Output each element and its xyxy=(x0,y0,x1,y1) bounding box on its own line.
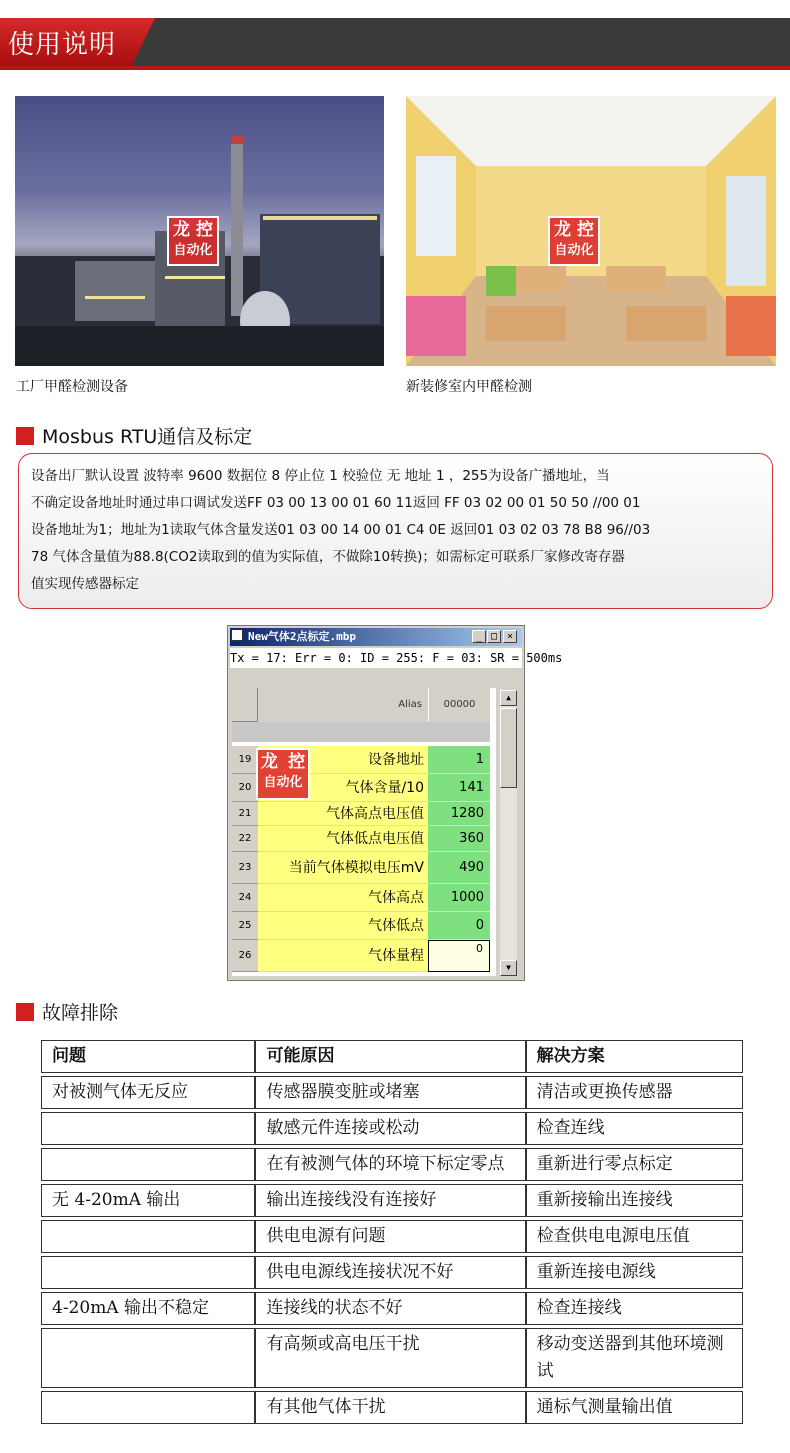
solution-cell: 清洁或更换传感器 xyxy=(526,1076,743,1109)
register-alias[interactable]: 气体高点电压值 xyxy=(258,802,428,826)
watermark-logo: 龙 控 自动化 xyxy=(167,216,219,266)
cause-cell: 连接线的状态不好 xyxy=(255,1292,525,1325)
cause-cell: 敏感元件连接或松动 xyxy=(255,1112,525,1145)
comm-line: 78 气体含量值为88.8(CO2读取到的值为实际值，不做除10转换)；如需标定可联系厂家修改寄存器 xyxy=(31,549,625,565)
register-alias[interactable]: 当前气体模拟电压mV xyxy=(258,852,428,884)
row-number: 25 xyxy=(232,912,258,940)
problem-cell: 对被测气体无反应 xyxy=(41,1076,255,1109)
register-alias[interactable]: 气体量程 xyxy=(258,940,428,972)
register-row[interactable] xyxy=(232,852,490,884)
problem-cell xyxy=(41,1328,255,1388)
row-number: 22 xyxy=(232,826,258,852)
app-icon[interactable] xyxy=(231,629,243,641)
row-number: 20 xyxy=(232,774,258,802)
scroll-up-icon[interactable]: ▲ xyxy=(500,690,517,706)
scroll-down-icon[interactable]: ▼ xyxy=(500,960,517,976)
cause-cell: 输出连接线没有连接好 xyxy=(255,1184,525,1217)
heading-marker-icon xyxy=(16,1003,34,1021)
register-alias[interactable]: 气体高点 xyxy=(258,884,428,912)
address-column-header[interactable]: 00000 xyxy=(428,688,490,722)
heading-marker-icon xyxy=(16,427,34,445)
comm-line: 设备地址为1；地址为1读取气体含量发送01 03 00 14 00 01 C4 0E 返回01 03 02 03 78 B8 96//03 xyxy=(31,522,651,538)
register-row[interactable] xyxy=(232,826,490,852)
trouble-heading-text: 故障排除 xyxy=(42,1002,119,1024)
row-number: 21 xyxy=(232,802,258,826)
poll-status-line: Tx = 17: Err = 0: ID = 255: F = 03: SR = 500ms xyxy=(230,648,522,668)
problem-cell xyxy=(41,1391,255,1424)
register-value[interactable]: 1280 xyxy=(428,802,490,826)
header-underline xyxy=(0,66,790,70)
register-row[interactable] xyxy=(232,802,490,826)
row-number: 19 xyxy=(232,746,258,774)
window-title: New气体2点标定.mbp xyxy=(248,630,356,643)
table-row xyxy=(41,1076,743,1109)
comm-line: 不确定设备地址时通过串口调试发送FF 03 00 13 00 01 60 11返回 FF 03 02 00 01 50 50 //00 01 xyxy=(31,495,641,511)
close-icon[interactable]: × xyxy=(503,630,517,643)
register-value-editor[interactable]: 0 xyxy=(428,940,490,972)
solution-cell: 通标气测量输出值 xyxy=(526,1391,743,1424)
solution-cell: 重新接输出连接线 xyxy=(526,1184,743,1217)
row-number: 23 xyxy=(232,852,258,884)
row-number: 24 xyxy=(232,884,258,912)
register-value[interactable]: 141 xyxy=(428,774,490,802)
solution-cell: 检查供电电源电压值 xyxy=(526,1220,743,1253)
register-value[interactable]: 0 xyxy=(428,912,490,940)
cause-cell: 有高频或高电压干扰 xyxy=(255,1328,525,1388)
solution-cell: 重新进行零点标定 xyxy=(526,1148,743,1181)
watermark-logo-3: 龙 控 自动化 xyxy=(256,748,310,800)
row-number: 26 xyxy=(232,940,258,972)
problem-cell: 无 4-20mA 输出 xyxy=(41,1184,255,1217)
register-alias[interactable]: 气体低点电压值 xyxy=(258,826,428,852)
page-title: 使用说明 xyxy=(8,30,117,60)
table-row xyxy=(41,1391,743,1424)
solution-cell: 检查连线 xyxy=(526,1112,743,1145)
register-value[interactable]: 360 xyxy=(428,826,490,852)
column-header: 解决方案 xyxy=(526,1040,743,1073)
cause-cell: 供电电源有问题 xyxy=(255,1220,525,1253)
factory-caption: 工厂甲醛检测设备 xyxy=(16,379,128,395)
comm-info-box xyxy=(18,453,773,609)
classroom-photo xyxy=(406,96,776,366)
comm-heading xyxy=(16,422,252,449)
cause-cell: 供电电源线连接状况不好 xyxy=(255,1256,525,1289)
register-value[interactable]: 1 xyxy=(428,746,490,774)
table-row xyxy=(41,1256,743,1289)
register-grid xyxy=(232,688,496,976)
grid-separator-row xyxy=(232,722,490,742)
troubleshooting-table xyxy=(41,1037,743,1427)
trouble-heading xyxy=(16,998,118,1025)
problem-cell: 4-20mA 输出不稳定 xyxy=(41,1292,255,1325)
grid-corner xyxy=(232,688,258,722)
solution-cell: 重新连接电源线 xyxy=(526,1256,743,1289)
register-alias[interactable]: 设备地址 xyxy=(258,746,428,774)
column-header: 可能原因 xyxy=(255,1040,525,1073)
problem-cell xyxy=(41,1256,255,1289)
table-header-row xyxy=(41,1040,743,1073)
factory-photo xyxy=(15,96,384,366)
problem-cell xyxy=(41,1112,255,1145)
register-value[interactable]: 490 xyxy=(428,852,490,884)
register-alias[interactable]: 气体含量/10 xyxy=(258,774,428,802)
maximize-icon[interactable]: □ xyxy=(487,630,501,643)
modbus-poll-window xyxy=(227,625,563,981)
vertical-scrollbar[interactable] xyxy=(500,690,517,976)
solution-cell: 检查连接线 xyxy=(526,1292,743,1325)
table-row xyxy=(41,1328,743,1388)
watermark-logo-2: 龙 控 自动化 xyxy=(548,216,600,266)
minimize-icon[interactable]: _ xyxy=(472,630,486,643)
solution-cell: 移动变送器到其他环境测试 xyxy=(526,1328,743,1388)
alias-column-header[interactable]: Alias xyxy=(258,688,428,722)
register-row[interactable] xyxy=(232,940,490,972)
table-row xyxy=(41,1292,743,1325)
scroll-thumb[interactable] xyxy=(500,708,517,788)
register-value[interactable]: 1000 xyxy=(428,884,490,912)
cause-cell: 传感器膜变脏或堵塞 xyxy=(255,1076,525,1109)
comm-line: 设备出厂默认设置 波特率 9600 数据位 8 停止位 1 校验位 无 地址 1 ，255为设备广播地址，当 xyxy=(31,468,610,484)
table-row xyxy=(41,1148,743,1181)
register-row[interactable] xyxy=(232,912,490,940)
cause-cell: 有其他气体干扰 xyxy=(255,1391,525,1424)
comm-heading-text: Mosbus RTU通信及标定 xyxy=(42,426,253,448)
comm-line: 值实现传感器标定 xyxy=(31,576,139,592)
problem-cell xyxy=(41,1220,255,1253)
table-row xyxy=(41,1220,743,1253)
table-row xyxy=(41,1184,743,1217)
problem-cell xyxy=(41,1148,255,1181)
cause-cell: 在有被测气体的环境下标定零点 xyxy=(255,1148,525,1181)
table-row xyxy=(41,1112,743,1145)
register-alias[interactable]: 气体低点 xyxy=(258,912,428,940)
column-header: 问题 xyxy=(41,1040,255,1073)
classroom-caption: 新装修室内甲醛检测 xyxy=(406,379,532,395)
header-banner xyxy=(0,18,790,66)
register-row[interactable] xyxy=(232,884,490,912)
